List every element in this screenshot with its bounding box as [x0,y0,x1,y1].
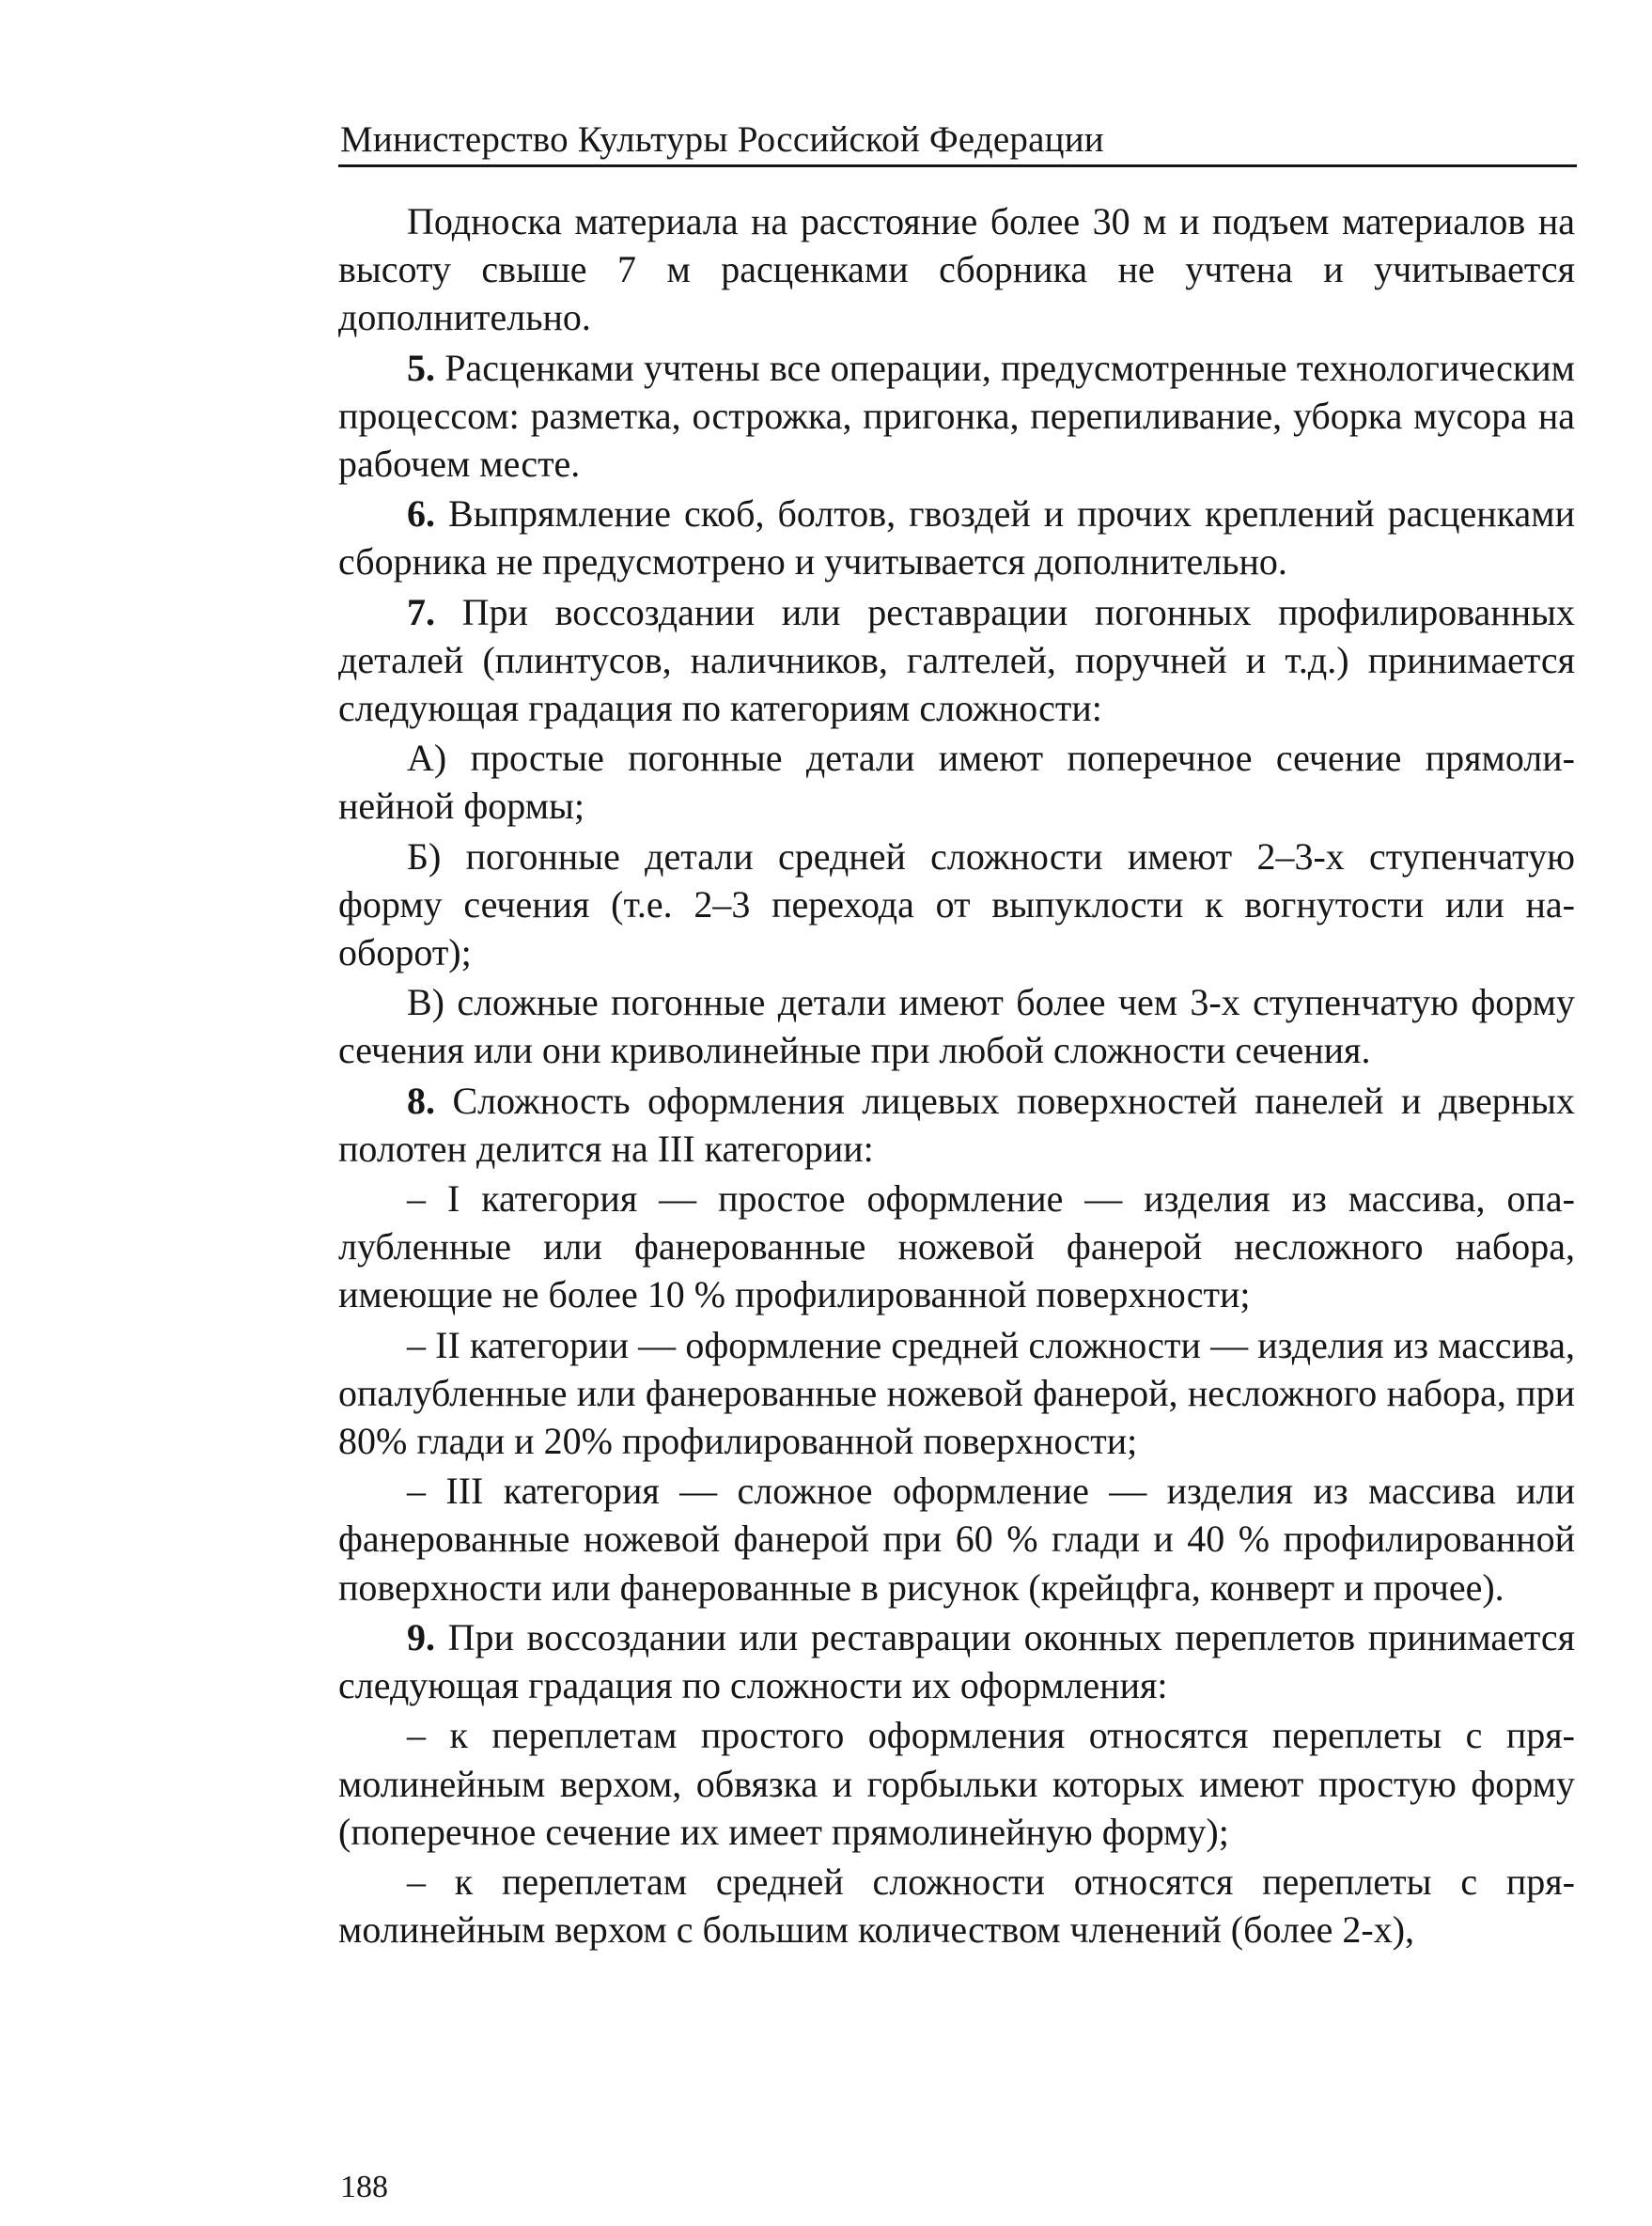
paragraph-text: При воссоздании или реставрации погонных профилированных деталей (плинтусов, наличников, галтелей, поручней и т.д.) принимается следующая градация по категориям сложности: [338,590,1575,730]
paragraph-category-1 [338,1175,1575,1319]
paragraph-subitem-a [338,734,1575,830]
paragraph-text: Сложность оформления лицевых поверхностей панелей и дверных полотен делится на III категории: [338,1079,1575,1170]
paragraph-text: В) сложные погонные детали имеют более чем 3-х ступенчатую форму сечения или они криволинейные при любой сложности сечения. [338,981,1575,1072]
paragraph-window-medium [338,1858,1575,1954]
paragraph-item-7 [338,588,1575,733]
paragraph-subitem-b [338,833,1575,977]
running-header: Министерство Культуры Российской Федерации [340,119,1104,160]
page-number: 188 [340,2170,388,2204]
paragraph-text: При воссоздании или реставрации оконных переплетов принимается следующая градация по сложности их оформления: [338,1615,1575,1707]
paragraph-text: Расценками учтены все операции, предусмотренные технологическим процессом: разметка, острожка, пригонка, перепиливание, уборка мусора на рабочем месте. [338,346,1575,486]
item-number: 9. [407,1615,435,1658]
body-text [338,197,1575,1954]
paragraph-text: Подноска материала на расстояние более 30 м и подъем материалов на высоту свыше 7 м расценками сборника не учтена и учитывается дополнительно. [338,200,1575,339]
paragraph-text: – к переплетам простого оформления относятся переплеты с прямолинейным верхом, обвязка и горбыльки которых имеют простую форму (поперечное сечение их имеет прямолинейную форму); [338,1714,1575,1853]
paragraph-subitem-v [338,978,1575,1074]
item-number: 5. [407,346,435,389]
paragraph-item-6 [338,490,1575,585]
paragraph-window-simple [338,1711,1575,1856]
item-number: 6. [407,492,435,536]
paragraph-text: Выпрямление скоб, болтов, гвоздей и прочих креплений расценками сборника не предусмотрено и учитывается дополнительно. [338,492,1575,584]
header-rule [338,164,1577,167]
paragraph-item-8 [338,1077,1575,1173]
paragraph-text: А) простые погонные детали имеют поперечное сечение прямолинейной формы; [338,737,1575,828]
paragraph-item-9 [338,1613,1575,1709]
item-number: 8. [407,1079,435,1122]
paragraph-text: Б) погонные детали средней сложности имеют 2–3-х ступенчатую форму сечения (т.е. 2–3 перехода от выпуклости к вогнутости или наоборот); [338,834,1575,974]
paragraph-item-5 [338,344,1575,489]
paragraph-text: – к переплетам средней сложности относятся переплеты с прямолинейным верхом с большим количеством членений (более 2-х), [338,1860,1575,1952]
paragraph-text: – I категория — простое оформление — изделия из массива, опалубленные или фанерованные ножевой фанерой несложного набора, имеющие не более 10 % профилированной поверхности; [338,1177,1575,1316]
item-number: 7. [407,590,435,633]
paragraph-continuation [338,197,1575,342]
paragraph-text: – II категории — оформление средней сложности — изделия из массива, опалубленные или фанерованные ножевой фанерой, несложного набора, при 80% глади и 20% профилированной поверхности; [338,1323,1575,1463]
paragraph-text: – III категория — сложное оформление — изделия из массива или фанерованные ножевой фанерой при 60 % глади и 40 % профилированной поверхности или фанерованные в рисунок (крейцфга, конверт и прочее). [338,1470,1575,1609]
paragraph-category-2 [338,1321,1575,1466]
paragraph-category-3 [338,1467,1575,1611]
